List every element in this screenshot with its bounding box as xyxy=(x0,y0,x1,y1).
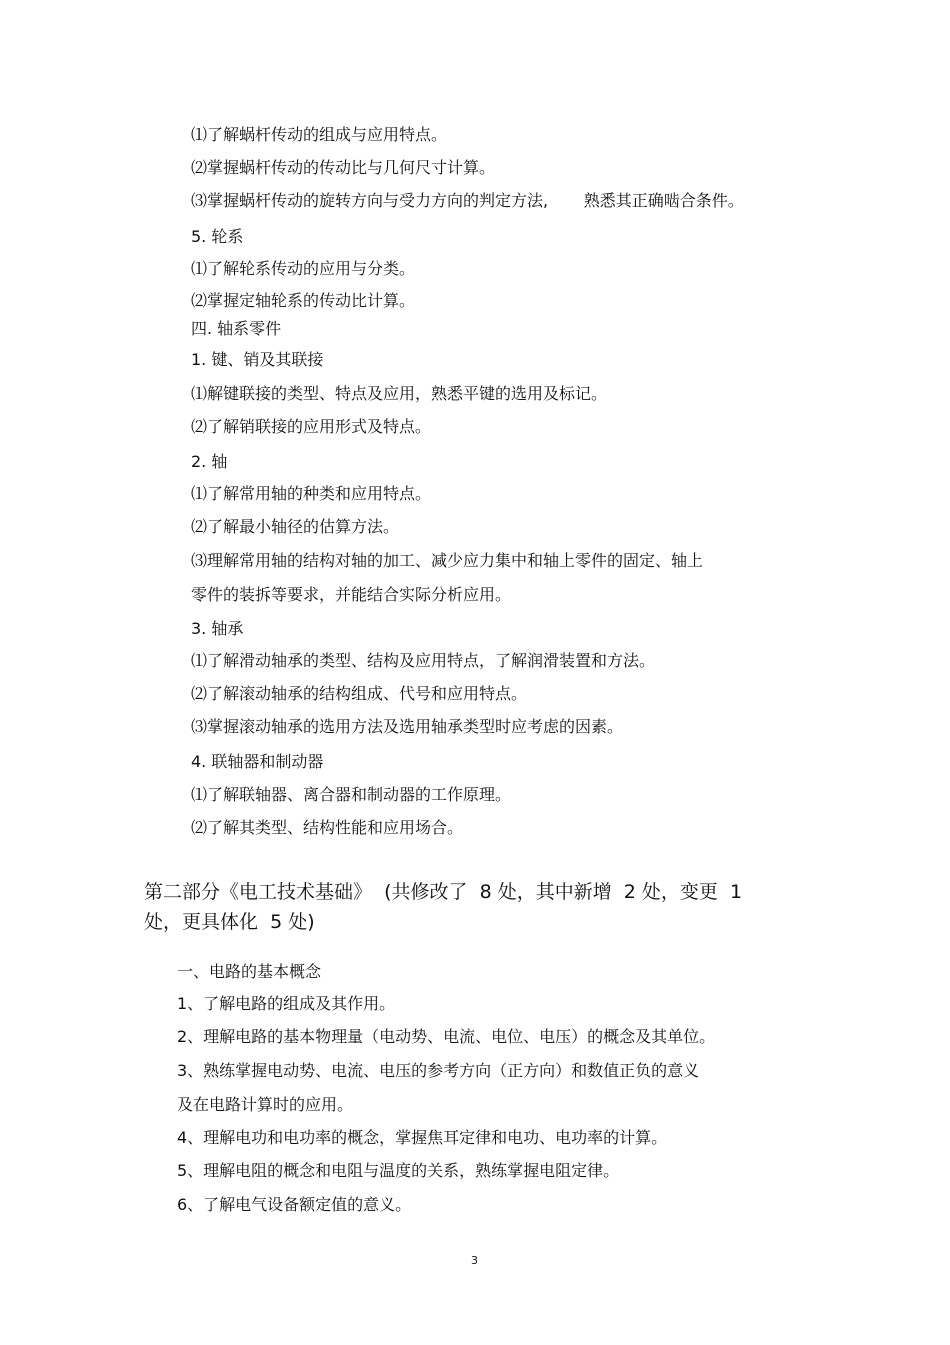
text-line: 6、了解电气设备额定值的意义。 xyxy=(177,1195,412,1214)
text-line: ⑴了解联轴器、离合器和制动器的工作原理。 xyxy=(191,785,512,804)
subsection-heading: 4. 联轴器和制动器 xyxy=(191,752,324,771)
text-line: 5、理解电阻的概念和电阻与温度的关系，熟练掌握电阻定律。 xyxy=(177,1161,620,1180)
text-line: ⑵掌握定轴轮系的传动比计算。 xyxy=(191,291,416,310)
text-line: ⑵了解滚动轴承的结构组成、代号和应用特点。 xyxy=(191,684,528,703)
text-line: ⑴了解常用轴的种类和应用特点。 xyxy=(191,484,432,503)
text-line: ⑵了解销联接的应用形式及特点。 xyxy=(191,417,432,436)
text-line: ⑵了解其类型、结构性能和应用场合。 xyxy=(191,818,464,837)
section-heading: 一、电路的基本概念 xyxy=(177,962,322,981)
text-line: ⑶掌握滚动轴承的选用方法及选用轴承类型时应考虑的因素。 xyxy=(191,717,624,736)
text-line: ⑴了解蜗杆传动的组成与应用特点。 xyxy=(191,125,448,144)
text-line: ⑵了解最小轴径的估算方法。 xyxy=(191,517,400,536)
text-line: 零件的装拆等要求，并能结合实际分析应用。 xyxy=(191,585,512,604)
subsection-heading: 2. 轴 xyxy=(191,452,228,471)
text-line: ⑴了解轮系传动的应用与分类。 xyxy=(191,259,416,278)
section-heading: 四. 轴系零件 xyxy=(191,319,282,338)
part-heading: 处，更具体化 5 处) xyxy=(144,911,315,933)
text-line: 2、理解电路的基本物理量（电动势、电流、电位、电压）的概念及其单位。 xyxy=(177,1027,716,1046)
text-line: ⑵掌握蜗杆传动的传动比与几何尺寸计算。 xyxy=(191,158,496,177)
text-line: ⑴了解滑动轴承的类型、结构及应用特点，了解润滑装置和方法。 xyxy=(191,651,656,670)
subsection-heading: 3. 轴承 xyxy=(191,619,244,638)
text-line: ⑴解键联接的类型、特点及应用，熟悉平键的选用及标记。 xyxy=(191,384,608,403)
text-line: 1、了解电路的组成及其作用。 xyxy=(177,994,396,1013)
page-number: 3 xyxy=(471,1254,478,1267)
text-line: ⑶理解常用轴的结构对轴的加工、减少应力集中和轴上零件的固定、轴上 xyxy=(191,551,704,570)
text-line: 3、熟练掌握电动势、电流、电压的参考方向（正方向）和数值正负的意义 xyxy=(177,1061,700,1080)
text-line: ⑶掌握蜗杆传动的旋转方向与受力方向的判定方法, 熟悉其正确啮合条件。 xyxy=(191,191,744,210)
subsection-heading: 5. 轮系 xyxy=(191,227,244,246)
subsection-heading: 1. 键、销及其联接 xyxy=(191,350,324,369)
text-line: 及在电路计算时的应用。 xyxy=(177,1095,354,1114)
text-line: 4、理解电功和电功率的概念，掌握焦耳定律和电功、电功率的计算。 xyxy=(177,1128,668,1147)
part-heading: 第二部分《电工技术基础》 (共修改了 8 处，其中新增 2 处，变更 1 xyxy=(144,881,743,903)
